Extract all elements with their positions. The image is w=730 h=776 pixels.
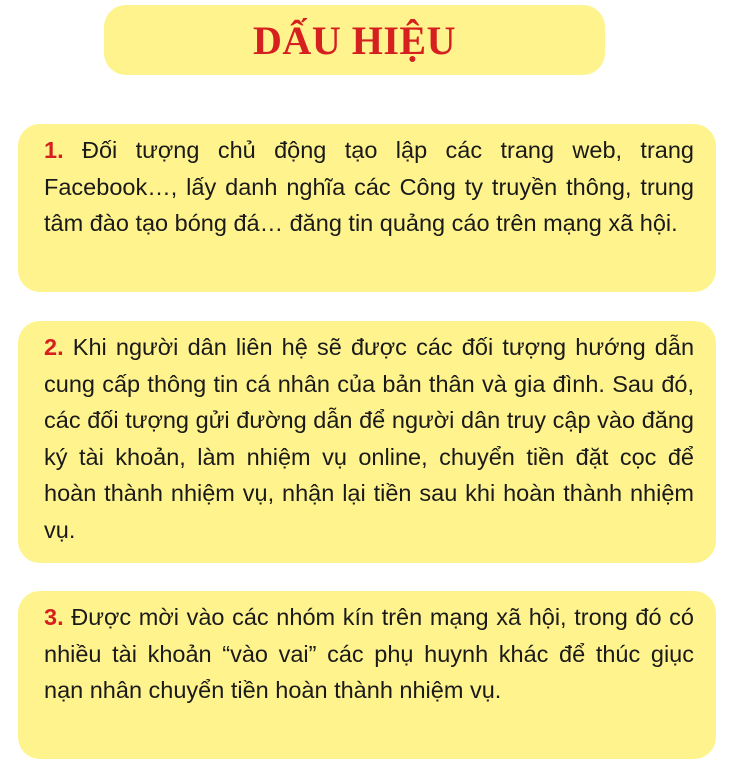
sign-card-2 (18, 321, 716, 563)
sign-text-1: Đối tượng chủ động tạo lập các trang web, trang Facebook…, lấy danh nghĩa các Công ty truyền thông, trung tâm đào tạo bóng đá… đăng tin quảng cáo trên mạng xã hội. (44, 137, 695, 236)
sign-text-3: Được mời vào các nhóm kín trên mạng xã hội, trong đó có nhiều tài khoản “vào vai” các phụ huynh khác để thúc giục nạn nhân chuyển tiền hoàn thành nhiệm vụ. (44, 604, 694, 703)
title-banner (104, 5, 605, 75)
sign-paragraph-2 (44, 329, 694, 548)
sign-paragraph-1 (44, 132, 694, 242)
sign-card-3 (18, 591, 716, 759)
sign-paragraph-3 (44, 599, 694, 709)
sign-number-2: 2. (44, 334, 64, 360)
sign-number-1: 1. (44, 137, 64, 163)
page-title: DẤU HIỆU (253, 17, 456, 63)
sign-card-1 (18, 124, 716, 292)
sign-text-2: Khi người dân liên hệ sẽ được các đối tượng hướng dẫn cung cấp thông tin cá nhân của bản thân và gia đình. Sau đó, các đối tượng gửi đường dẫn để người dân truy cập vào đăng ký tài khoản, làm nhiệm vụ online, chuyển tiền đặt cọc để hoàn thành nhiệm vụ, nhận lại tiền sau khi hoàn thành nhiệm vụ. (44, 334, 695, 543)
sign-number-3: 3. (44, 604, 64, 630)
